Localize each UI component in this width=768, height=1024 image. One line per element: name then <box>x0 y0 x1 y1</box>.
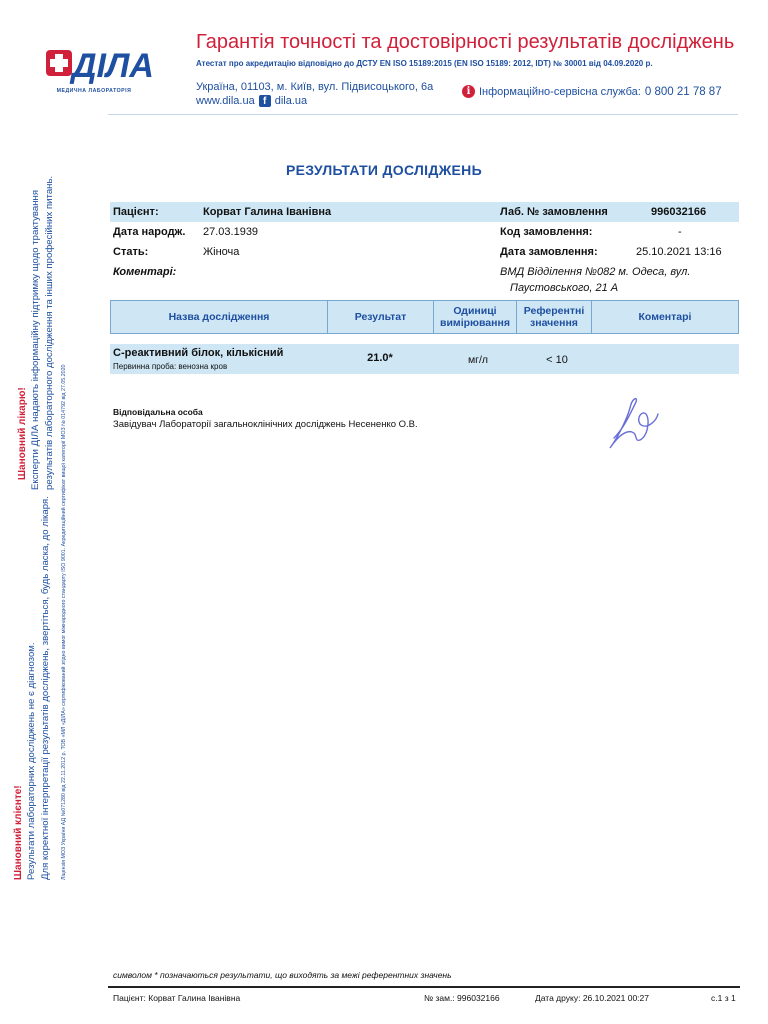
col-header-name <box>110 300 328 334</box>
service-line <box>462 85 722 98</box>
test-name: С-реактивний білок, кількісний <box>113 347 284 359</box>
doctor-note-line-2: результатів лабораторного дослідження та інших професійних питань. <box>44 175 55 490</box>
service-phone: 0 800 21 78 87 <box>644 85 722 98</box>
results-title: РЕЗУЛЬТАТИ ДОСЛІДЖЕНЬ <box>286 162 482 178</box>
order-code-value: - <box>678 226 682 238</box>
dob-value: 27.03.1939 <box>203 226 259 238</box>
logo-subtitle: МЕДИЧНА ЛАБОРАТОРІЯ <box>56 88 132 94</box>
sex-value: Жіноча <box>203 246 240 258</box>
order-number-value: 996032166 <box>651 206 707 218</box>
header-divider <box>108 114 738 115</box>
branch-line-1: ВМД Відділення №082 м. Одеса, вул. <box>500 266 691 278</box>
col-header-reference <box>516 300 592 334</box>
lab-address: Україна, 01103, м. Київ, вул. Підвисоцького, 6а <box>196 81 434 93</box>
branch-line-2: Паустовського, 21 А <box>510 282 619 294</box>
footer-page-number: с.1 з 1 <box>711 993 736 1003</box>
accreditation-text: Атестат про акредитацію відповідно до ДСТУ EN ISO 15189:2015 (EN ISO 15189: 2012, IDT) № 30001 від 04.09.2020 р. <box>196 59 653 68</box>
col-header-result <box>327 300 434 334</box>
test-result: 21.0* <box>367 352 393 364</box>
doctor-note-title-text: Шановний лікарю! <box>17 387 28 480</box>
facebook-link[interactable]: dila.ua <box>274 95 308 107</box>
order-number-label: Лаб. № замовлення <box>500 206 608 218</box>
col-header-units-line1: Одиниці <box>453 305 497 317</box>
test-sample: Первинна проба: венозна кров <box>113 362 228 371</box>
col-header-ref-line2: значення <box>530 317 578 329</box>
doctor-note-title <box>17 387 28 480</box>
header-title: Гарантія точності та достовірності результатів досліджень <box>196 31 735 53</box>
dob-label: Дата народж. <box>113 226 186 238</box>
info-icon: i <box>462 85 475 98</box>
patient-name: Корват Галина Іванівна <box>203 206 332 218</box>
comments-label: Коментарі: <box>113 266 177 278</box>
responsible-person: Завідувач Лабораторії загальноклінічних досліджень Несененко О.В. <box>113 419 418 430</box>
facebook-icon: f <box>259 95 271 107</box>
col-header-comments-text: Коментарі <box>638 311 692 323</box>
responsible-label: Відповідальна особа <box>113 407 203 417</box>
website-link[interactable]: www.dila.ua <box>196 95 255 107</box>
footnote: символом * позначаються результати, що виходять за межі референтних значень <box>113 970 452 980</box>
signature-image <box>596 388 696 456</box>
dila-logo-text: ДІЛА <box>72 47 154 85</box>
client-note-title-text: Шановний клієнте! <box>13 785 24 880</box>
test-units: мг/л <box>467 354 489 366</box>
sex-label: Стать: <box>113 246 149 258</box>
col-header-ref-line1: Референтні <box>523 305 585 317</box>
order-date-label: Дата замовлення: <box>500 246 598 258</box>
test-reference: < 10 <box>546 354 568 366</box>
col-header-units <box>433 300 517 334</box>
col-header-name-text: Назва дослідження <box>168 311 270 323</box>
order-code-label: Код замовлення: <box>500 226 593 238</box>
client-note-line-1: Результати лабораторних досліджень не є діагнозом. <box>26 642 37 880</box>
web-contacts <box>196 95 307 107</box>
col-header-units-line2: вимірювання <box>440 317 510 329</box>
footer-order-number: № зам.: 996032166 <box>424 993 500 1003</box>
service-label: Інформаційно-сервісна служба: <box>479 85 641 98</box>
client-note-title <box>13 785 24 880</box>
client-note-line-2: Для коректної інтерпретації результатів досліджень, звертіться, будь ласка, до лікаря. <box>40 496 51 880</box>
doctor-note-line-1: Експерти ДІЛА надають інформаційну підтримку щодо трактування <box>30 189 41 490</box>
patient-label: Пацієнт: <box>113 206 159 218</box>
footer-divider <box>108 986 740 988</box>
license-note: Ліцензія МОЗ України АД №071280 від 22.11.2012 р. ТОВ «МЛ «ДІЛА» сертифікований згідно вимог міжнародного стандарту ISO 9001. Акредитаційний сертифікат вищої категорії МОЗ № 014792 від 27.05.2020 <box>61 364 67 880</box>
footer-print-date: Дата друку: 26.10.2021 00:27 <box>535 993 649 1003</box>
col-header-result-text: Результат <box>354 311 407 323</box>
col-header-comments <box>591 300 739 334</box>
order-date-value: 25.10.2021 13:16 <box>636 246 722 258</box>
footer-patient: Пацієнт: Корват Галина Іванівна <box>113 993 241 1003</box>
